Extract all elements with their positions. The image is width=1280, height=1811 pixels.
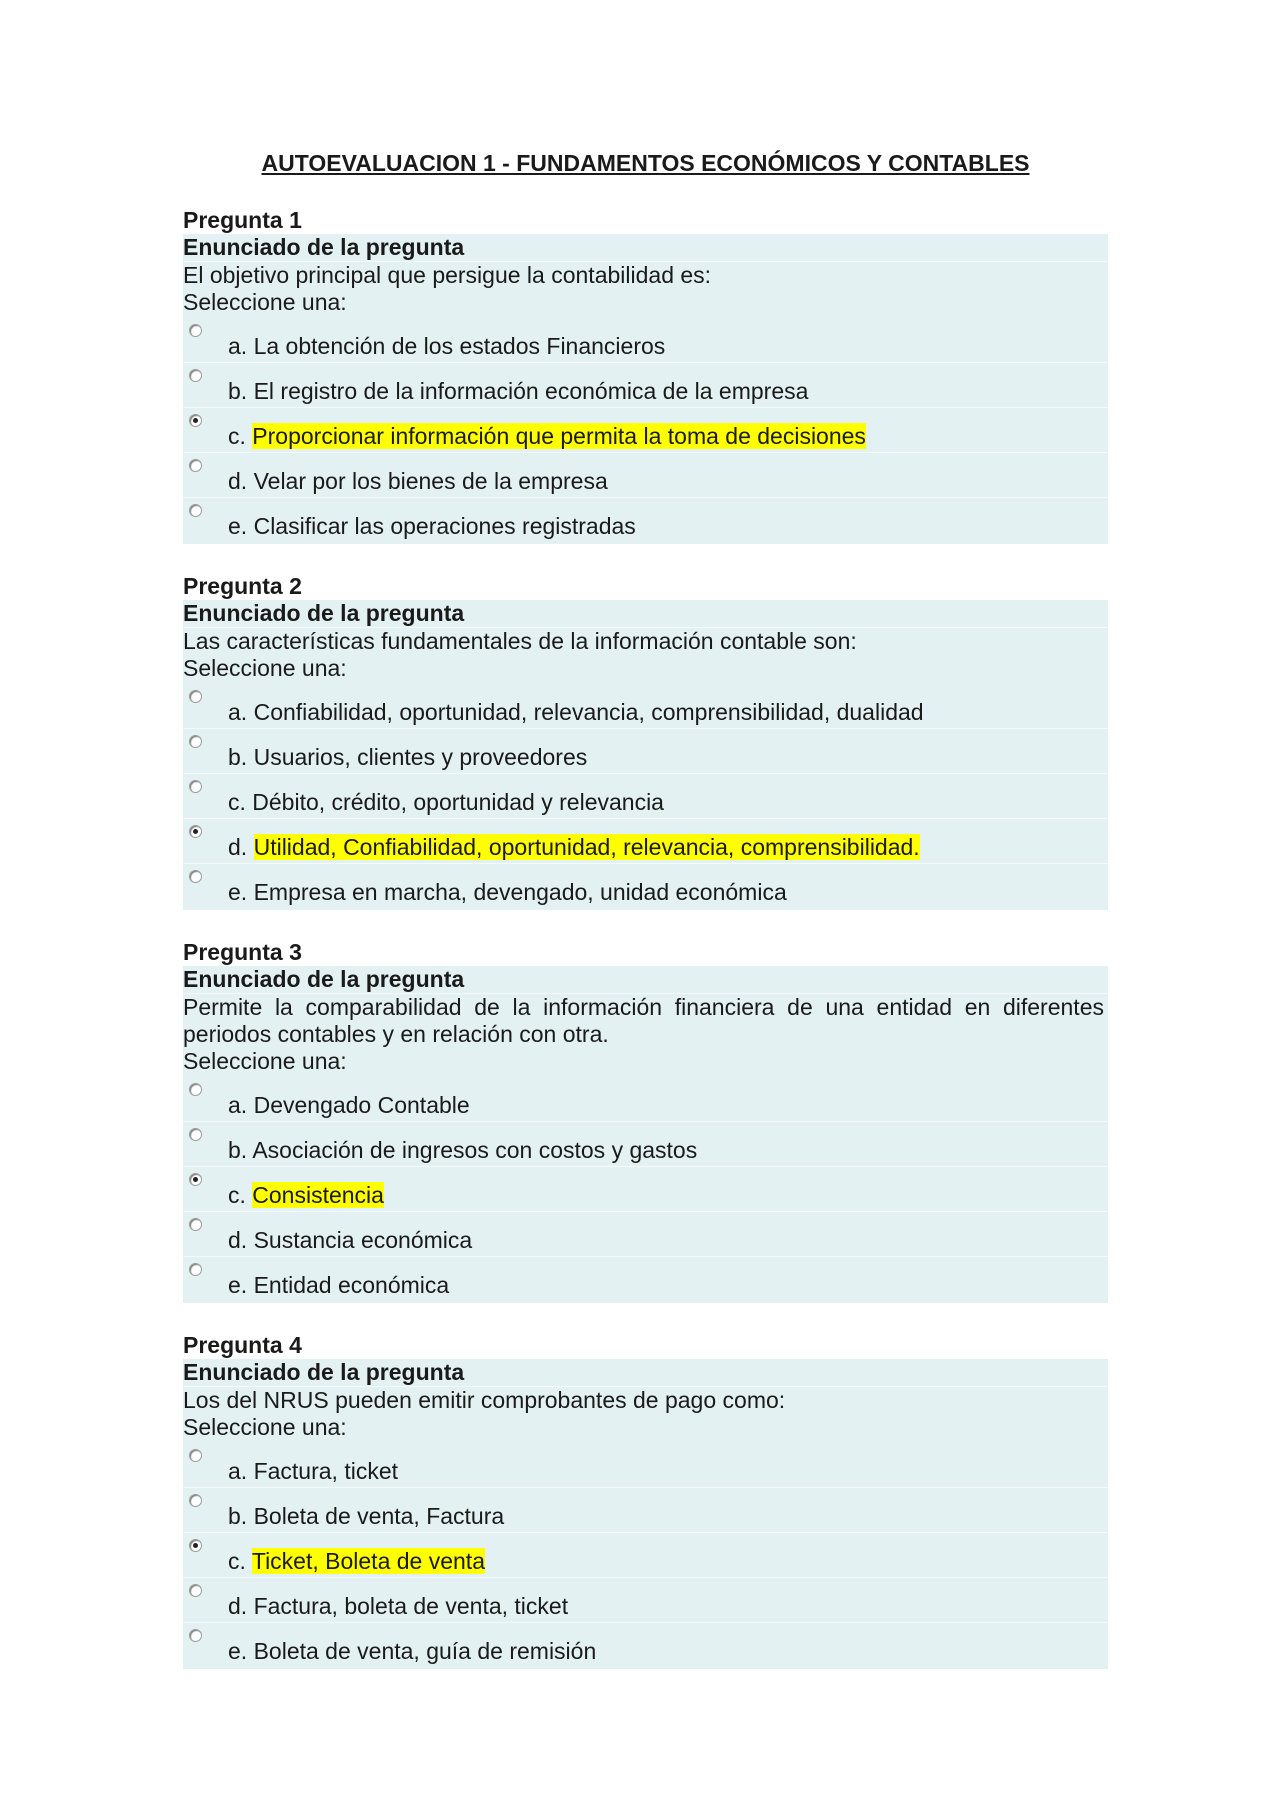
question-box: [183, 966, 1108, 1303]
answer-label: [228, 1637, 596, 1665]
question-text: Las características fundamentales de la información contable son:: [183, 628, 857, 654]
question-box: [183, 600, 1108, 910]
answer-text: Devengado Contable: [253, 1092, 470, 1118]
answer-label: [228, 878, 787, 906]
radio-button[interactable]: [189, 504, 202, 517]
radio-button[interactable]: [189, 1128, 202, 1141]
answer-option[interactable]: [183, 728, 1108, 773]
answer-letter: c.: [228, 423, 246, 449]
answer-option[interactable]: [183, 1577, 1108, 1622]
answer-label: [228, 833, 920, 861]
answer-text: Ticket, Boleta de venta: [251, 1548, 485, 1574]
answer-option[interactable]: [183, 362, 1108, 407]
document-page: [183, 150, 1108, 1698]
answer-option[interactable]: [183, 1532, 1108, 1577]
radio-button[interactable]: [189, 870, 202, 883]
answer-letter: a.: [228, 1092, 248, 1118]
answer-letter: d.: [228, 1593, 248, 1619]
select-prompt: Seleccione una:: [183, 1414, 347, 1440]
answer-text: El registro de la información económica de la empresa: [253, 378, 809, 404]
answer-text: Asociación de ingresos con costos y gastos: [252, 1137, 698, 1163]
answer-option[interactable]: [183, 1256, 1108, 1301]
answer-letter: e.: [228, 513, 248, 539]
radio-button[interactable]: [189, 1539, 202, 1552]
question-box: [183, 234, 1108, 544]
question-heading: Enunciado de la pregunta: [183, 600, 1108, 628]
question-block: [183, 573, 1108, 910]
answer-option[interactable]: [183, 818, 1108, 863]
answer-letter: e.: [228, 1272, 248, 1298]
answer-label: [228, 422, 866, 450]
answer-label: [228, 1592, 568, 1620]
select-prompt: Seleccione una:: [183, 289, 347, 315]
answer-option[interactable]: [183, 1077, 1108, 1121]
answer-text: Usuarios, clientes y proveedores: [253, 744, 588, 770]
answer-letter: d.: [228, 834, 248, 860]
answer-label: [228, 512, 636, 540]
answer-letter: e.: [228, 879, 248, 905]
answer-letter: e.: [228, 1638, 248, 1664]
answer-letter: a.: [228, 1458, 248, 1484]
answer-text: Entidad económica: [253, 1272, 450, 1298]
questions-list: [183, 207, 1108, 1669]
answer-letter: b.: [228, 378, 248, 404]
select-prompt: Seleccione una:: [183, 1048, 347, 1074]
answer-text: Boleta de venta, Factura: [253, 1503, 505, 1529]
answer-letter: d.: [228, 1227, 248, 1253]
document-title: AUTOEVALUACION 1 - FUNDAMENTOS ECONÓMICOS Y CONTABLES: [261, 150, 1030, 176]
answer-letter: b.: [228, 1137, 248, 1163]
question-heading: Enunciado de la pregunta: [183, 966, 1108, 994]
answer-option[interactable]: [183, 773, 1108, 818]
radio-button[interactable]: [189, 414, 202, 427]
answer-letter: b.: [228, 744, 248, 770]
radio-button[interactable]: [189, 1263, 202, 1276]
answer-label: [228, 377, 808, 405]
answer-label: [228, 1457, 398, 1485]
answer-letter: a.: [228, 333, 248, 359]
radio-button[interactable]: [189, 735, 202, 748]
question-block: [183, 207, 1108, 544]
select-prompt: Seleccione una:: [183, 655, 347, 681]
radio-button[interactable]: [189, 825, 202, 838]
radio-button[interactable]: [189, 1173, 202, 1186]
answer-text: Utilidad, Confiabilidad, oportunidad, relevancia, comprensibilidad.: [253, 834, 920, 860]
answer-label: [228, 743, 587, 771]
answer-option[interactable]: [183, 497, 1108, 542]
radio-button[interactable]: [189, 369, 202, 382]
answer-text: Consistencia: [252, 1182, 384, 1208]
question-number: Pregunta 1: [183, 207, 302, 233]
answer-label: [228, 1502, 504, 1530]
question-block: [183, 939, 1108, 1303]
answer-option[interactable]: [183, 407, 1108, 452]
radio-button[interactable]: [189, 1449, 202, 1462]
radio-button[interactable]: [189, 459, 202, 472]
question-text: El objetivo principal que persigue la contabilidad es:: [183, 262, 712, 288]
question-block: [183, 1332, 1108, 1669]
question-heading: Enunciado de la pregunta: [183, 1359, 1108, 1387]
answer-label: [228, 332, 665, 360]
answer-text: Factura, ticket: [253, 1458, 399, 1484]
answer-text: Confiabilidad, oportunidad, relevancia, comprensibilidad, dualidad: [253, 699, 924, 725]
question-number: Pregunta 3: [183, 939, 302, 965]
answer-text: Boleta de venta, guía de remisión: [253, 1638, 597, 1664]
radio-button[interactable]: [189, 690, 202, 703]
radio-button[interactable]: [189, 1584, 202, 1597]
answer-letter: d.: [228, 468, 248, 494]
question-number: Pregunta 2: [183, 573, 302, 599]
answer-list: [183, 318, 1108, 542]
answer-text: Clasificar las operaciones registradas: [253, 513, 636, 539]
answer-label: [228, 1547, 485, 1575]
question-text: Permite la comparabilidad de la información financiera de una entidad en diferentes periodos contables y en relación con otra.: [183, 994, 1104, 1047]
answer-letter: c.: [228, 1548, 246, 1574]
radio-button[interactable]: [189, 324, 202, 337]
answer-list: [183, 1443, 1108, 1667]
question-heading: Enunciado de la pregunta: [183, 234, 1108, 262]
radio-button[interactable]: [189, 1218, 202, 1231]
answer-text: Proporcionar información que permita la toma de decisiones: [252, 423, 866, 449]
answer-label: [228, 788, 664, 816]
radio-button[interactable]: [189, 1629, 202, 1642]
answer-list: [183, 684, 1108, 908]
answer-text: Débito, crédito, oportunidad y relevancia: [252, 789, 664, 815]
answer-letter: a.: [228, 699, 248, 725]
answer-option[interactable]: [183, 318, 1108, 362]
answer-option[interactable]: [183, 684, 1108, 728]
question-number: Pregunta 4: [183, 1332, 302, 1358]
answer-text: La obtención de los estados Financieros: [253, 333, 666, 359]
answer-text: Factura, boleta de venta, ticket: [253, 1593, 569, 1619]
answer-option[interactable]: [183, 1121, 1108, 1166]
answer-option[interactable]: [183, 1166, 1108, 1211]
answer-label: [228, 1271, 449, 1299]
answer-list: [183, 1077, 1108, 1301]
answer-label: [228, 1226, 472, 1254]
answer-letter: c.: [228, 789, 246, 815]
radio-button[interactable]: [189, 1083, 202, 1096]
answer-letter: c.: [228, 1182, 246, 1208]
answer-label: [228, 1091, 470, 1119]
answer-option[interactable]: [183, 1622, 1108, 1667]
answer-letter: b.: [228, 1503, 248, 1529]
answer-label: [228, 1136, 697, 1164]
answer-text: Velar por los bienes de la empresa: [253, 468, 608, 494]
answer-option[interactable]: [183, 452, 1108, 497]
answer-label: [228, 1181, 384, 1209]
answer-option[interactable]: [183, 863, 1108, 908]
answer-option[interactable]: [183, 1211, 1108, 1256]
answer-option[interactable]: [183, 1487, 1108, 1532]
answer-text: Empresa en marcha, devengado, unidad económica: [253, 879, 787, 905]
radio-button[interactable]: [189, 1494, 202, 1507]
answer-text: Sustancia económica: [253, 1227, 473, 1253]
answer-label: [228, 467, 608, 495]
radio-button[interactable]: [189, 780, 202, 793]
question-text: Los del NRUS pueden emitir comprobantes de pago como:: [183, 1387, 786, 1413]
answer-option[interactable]: [183, 1443, 1108, 1487]
question-box: [183, 1359, 1108, 1669]
answer-label: [228, 698, 924, 726]
